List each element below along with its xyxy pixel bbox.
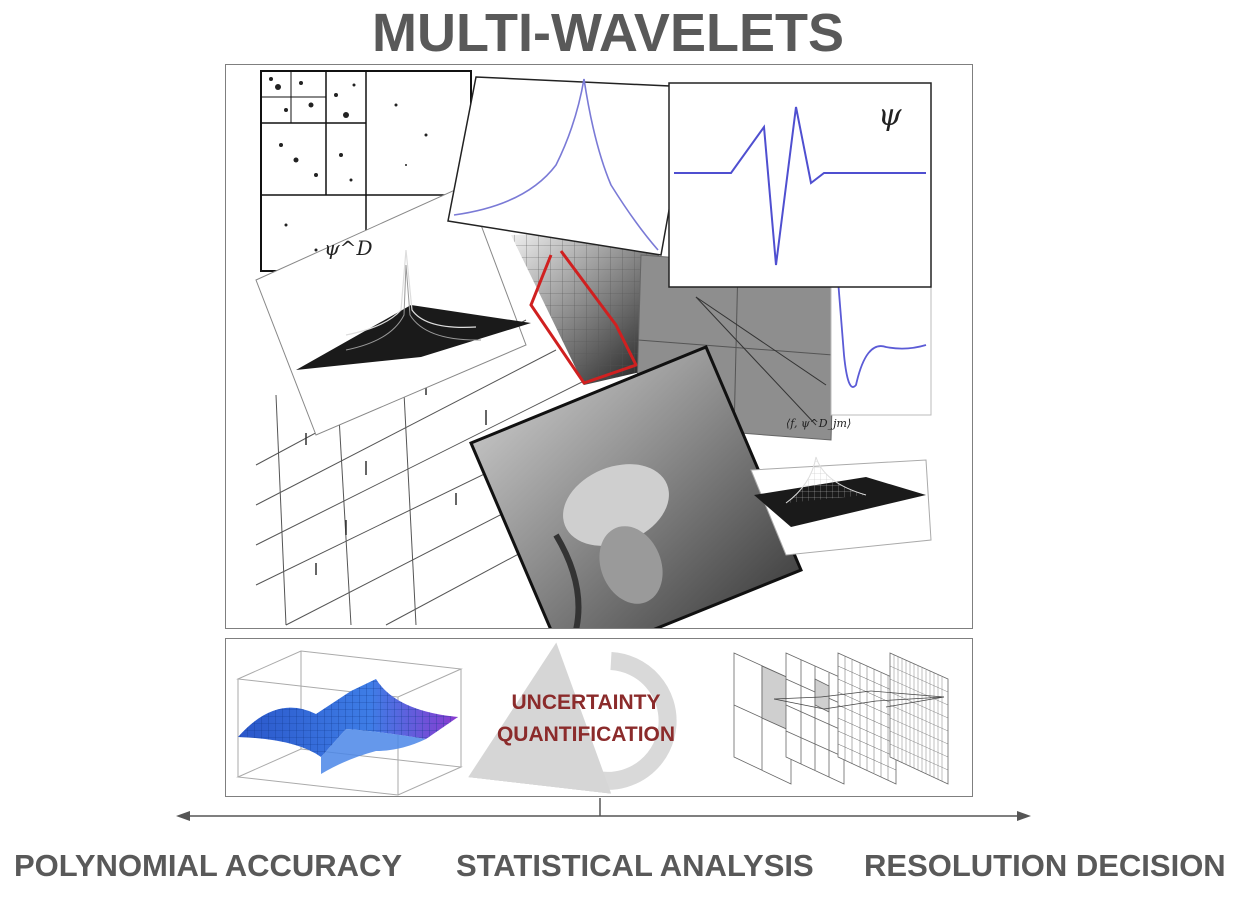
axis-right-arrowhead (1017, 811, 1031, 821)
polynomial-accuracy-label: POLYNOMIAL ACCURACY (14, 848, 403, 883)
axis-left-arrowhead (176, 811, 190, 821)
wavelet-collage-panel (225, 64, 973, 629)
polynomial-surface-plot (238, 651, 461, 795)
method-overview-panel (225, 638, 973, 797)
resolution-grid-stack (734, 653, 948, 784)
uncertainty-quantification-label (471, 687, 701, 751)
resolution-decision-label: RESOLUTION DECISION (864, 848, 1226, 883)
psi-symbol: ψ (878, 98, 902, 133)
uq-line-2: QUANTIFICATION (496, 723, 676, 746)
spectral-peak-plot (448, 77, 691, 255)
collage-illustration (226, 65, 973, 629)
uq-line-1: UNCERTAINTY (511, 691, 661, 714)
projection-label: ⟨f, ψ^D_jm⟩ (786, 417, 852, 430)
psi-wavelet-plot (669, 83, 931, 287)
page-title: MULTI-WAVELETS (372, 3, 844, 63)
psi-d-label: ψ^D (324, 236, 373, 260)
double-arrow-axis (0, 796, 1252, 826)
statistical-analysis-label: STATISTICAL ANALYSIS (456, 848, 814, 883)
wavelet-tail-plot (831, 275, 931, 415)
